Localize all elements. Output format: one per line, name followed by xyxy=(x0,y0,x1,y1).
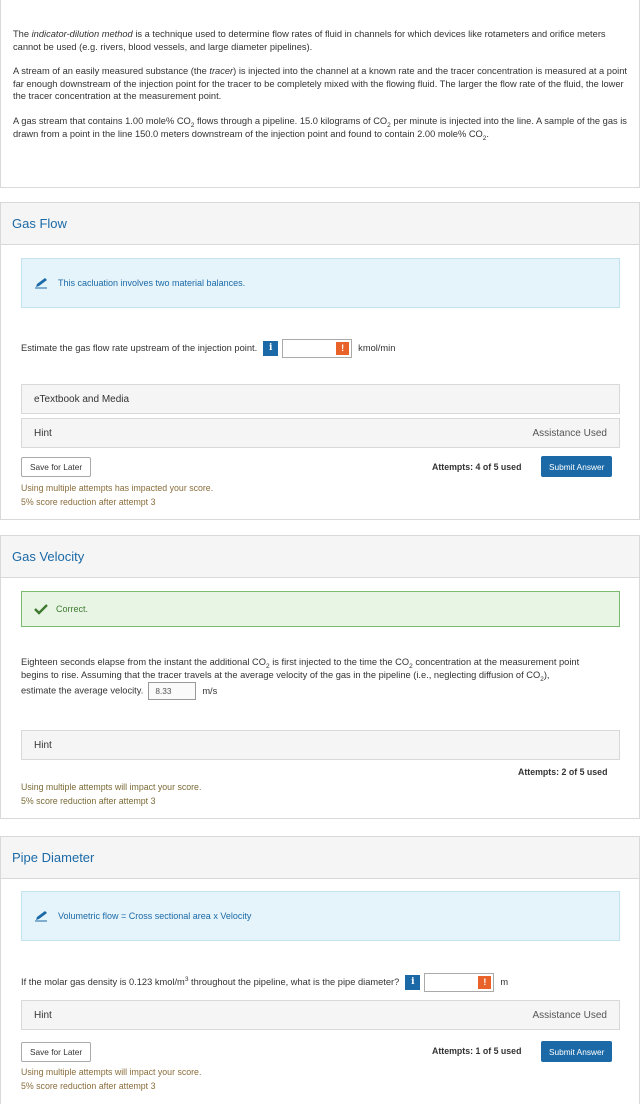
warning-icon: ! xyxy=(478,976,491,989)
gas-flow-section xyxy=(0,202,640,520)
hint-bar[interactable] xyxy=(21,730,620,760)
section-header xyxy=(1,837,639,879)
attempts-counter: Attempts: 1 of 5 used xyxy=(432,1046,522,1056)
intro-paragraph-1: The indicator-dilution method is a technique used to determine flow rates of fluid in channels for which devices like rotameters and orifice meters cannot be used (e.g. rivers, blood vessels, and large diameter pipelines). xyxy=(13,29,606,52)
term-indicator-dilution: indicator-dilution method xyxy=(31,29,133,39)
pencil-icon xyxy=(34,277,50,289)
pipe-diameter-section xyxy=(0,836,640,1104)
question-text: If the molar gas density is 0.123 kmol/$m^3$ throughout the pipeline, what is the pipe diameter? xyxy=(21,975,400,987)
hint-label: Hint xyxy=(34,739,52,751)
section-header xyxy=(1,536,639,578)
hint-note xyxy=(21,258,620,308)
unit-label: m/s xyxy=(202,685,218,696)
section-title: Pipe Diameter xyxy=(12,850,95,865)
answer-value: 8.33 xyxy=(148,682,196,700)
save-for-later-button[interactable]: Save for Later xyxy=(21,457,91,477)
section-title: Gas Flow xyxy=(12,216,67,231)
question-text: Estimate the gas flow rate upstream of the injection point. xyxy=(21,343,258,353)
assistance-used-label: Assistance Used xyxy=(532,1009,607,1021)
etextbook-media-bar[interactable] xyxy=(21,384,620,414)
submit-answer-button[interactable]: Submit Answer xyxy=(541,1041,612,1062)
pencil-icon xyxy=(34,910,50,922)
section-title: Gas Velocity xyxy=(12,549,85,564)
intro-paragraph-3: A gas stream that contains 1.00 mole% $CO_2$ flows through a pipeline. 15.0 kilograms of $CO_2$ per minute is injected into the line. A sample of the gas is drawn from a point in the line 150.0 meters downstream of the injection point and found to contain 2.00 mole% $CO_2$. xyxy=(13,115,627,142)
hint-bar[interactable] xyxy=(21,1000,620,1030)
intro-paragraph-2: A stream of an easily measured substance (the tracer) is injected into the channel at a known rate and the tracer concentration is measured at a point far enough downstream of the injection point for the tracer to be completely mixed with the flowing fluid. The larger the flow rate of the fluid, the lower the tracer concentration at the measurement point. xyxy=(13,66,627,102)
info-icon[interactable]: i xyxy=(405,975,420,990)
note-text: Volumetric flow = Cross sectional area x Velocity xyxy=(58,911,252,921)
attempts-counter: Attempts: 4 of 5 used xyxy=(432,462,522,472)
assistance-used-label: Assistance Used xyxy=(532,427,607,439)
save-for-later-button[interactable]: Save for Later xyxy=(21,1042,91,1062)
hint-note xyxy=(21,891,620,941)
hint-label: Hint xyxy=(34,1009,52,1021)
feedback-text: Correct. xyxy=(56,604,89,614)
question-block: Eighteen seconds elapse from the instant the additional $CO_2$ is first injected to the time the $CO_2$ concentration at the measurement point begins to rise. Assuming that the tracer travels at the average velocity of the gas in the pipeline (i.e., neglecting diffusion of $CO_2$), estimate the average velocity. 8.33 m/s xyxy=(21,656,581,700)
problem-statement xyxy=(0,0,640,188)
hint-label: Hint xyxy=(34,427,52,439)
section-header xyxy=(1,203,639,245)
score-warning: Using multiple attempts has impacted your score. 5% score reduction after attempt 3 xyxy=(21,483,214,507)
gas-velocity-section xyxy=(0,535,640,819)
info-icon[interactable]: i xyxy=(263,341,278,356)
answer-input[interactable] xyxy=(282,339,352,358)
unit-label: kmol/min xyxy=(358,343,396,353)
term-tracer: tracer xyxy=(209,66,234,77)
attempts-counter: Attempts: 2 of 5 used xyxy=(518,767,608,777)
score-warning: Using multiple attempts will impact your score. 5% score reduction after attempt 3 xyxy=(21,782,202,806)
unit-label: m xyxy=(500,977,509,987)
score-warning: Using multiple attempts will impact your score. 5% score reduction after attempt 3 xyxy=(21,1067,202,1091)
hint-bar[interactable] xyxy=(21,418,620,448)
question-row xyxy=(21,973,508,992)
note-text: This cacluation involves two material balances. xyxy=(58,278,246,288)
etextbook-label: eTextbook and Media xyxy=(34,393,130,405)
submit-answer-button[interactable]: Submit Answer xyxy=(541,456,612,477)
answer-input[interactable] xyxy=(424,973,494,992)
correct-feedback xyxy=(21,591,620,627)
warning-icon: ! xyxy=(336,342,349,355)
question-row xyxy=(21,339,395,358)
checkmark-icon xyxy=(34,603,48,615)
